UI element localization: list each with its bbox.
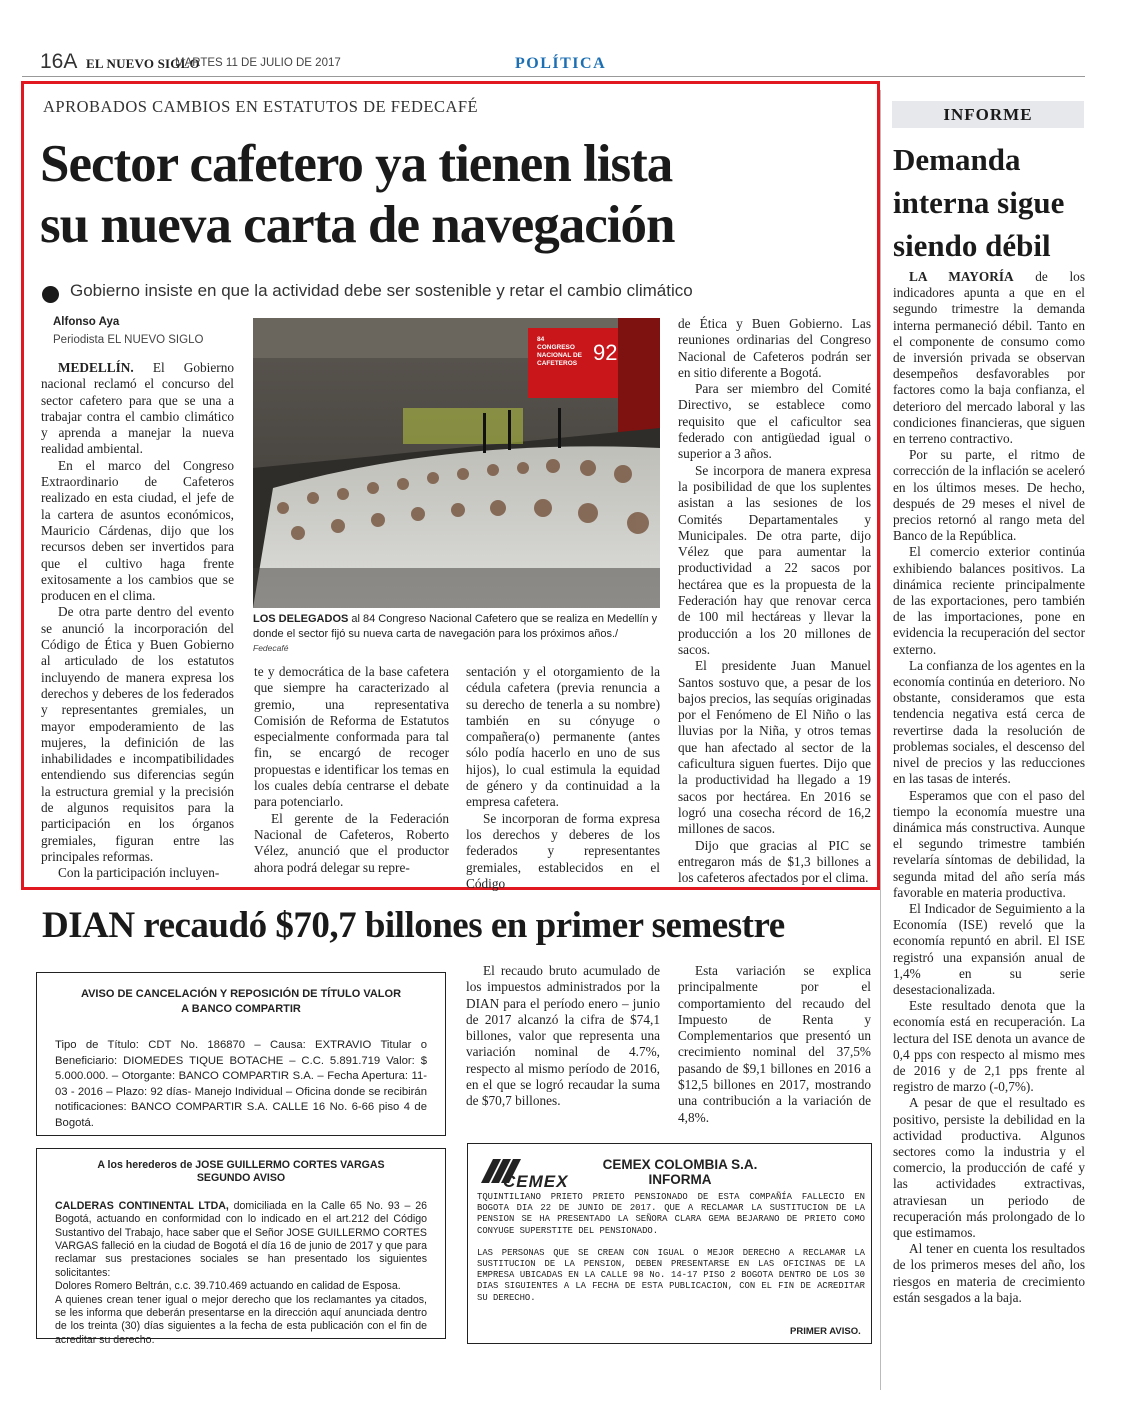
ad-text: domiciliada en la Calle 65 No. 93 – 26 Bogotá, actuando en conformidad con lo indicado en el art.212 del Código Sustantivo del Trabajo, hace saber que el Señor JOSE GUILLERMO CORTES VARGAS falleció en la ciudad de Bogotá el día 16 de junio de 2017 y que para reclamar sus prestaciones sociales se han presentado los siguientes solicitantes:	[55, 1199, 427, 1279]
article-paragraph	[466, 811, 660, 892]
article-paragraph	[678, 658, 871, 837]
paragraph-text: El gerente de la Federación Nacional de Cafeteros, Roberto Vélez, anunció que el productor ahora podrá delegar su repre-	[254, 810, 449, 875]
cemex-title	[590, 1157, 770, 1187]
cemex-footer: PRIMER AVISO.	[790, 1326, 861, 1337]
author-role: Periodista EL NUEVO SIGLO	[53, 334, 204, 346]
article-paragraph	[254, 811, 449, 876]
article-paragraph	[893, 1095, 1085, 1241]
paragraph-text: El Indicador de Seguimiento a la Economía (ISE) reveló que la economía repuntó en abril. El ISE registró una expansión anual de 1,4% en su serie desestacionalizada.	[893, 900, 1085, 997]
article-paragraph	[41, 604, 234, 865]
paragraph-text: El presidente Juan Manuel Santos sostuvo que, a pesar de los bajos precios, las sequías originadas por el Fenómeno de El Niño o las lluvias por la Niña, y otros temas que han afectado al sector de la caficultura siguen fuertes. Dijo que la productividad ha llegado a 19 sacos por hectárea. En 2016 se logró una cosecha récord de 16,2 millones de sacos.	[678, 658, 871, 837]
article-paragraph	[893, 998, 1085, 1095]
paragraph-lead: MEDELLÍN.	[58, 360, 134, 375]
ad-subtitle: SEGUNDO AVISO	[196, 1172, 286, 1185]
dian-column-1	[466, 963, 660, 1110]
screen-logo: 92	[593, 340, 618, 365]
publication-date: MARTES 11 DE JULIO DE 2017	[175, 57, 341, 69]
photo-credit: Fedecafé	[253, 643, 289, 653]
header-divider	[22, 76, 1085, 77]
paragraph-text: sentación y el otorgamiento de la cédula cafetera (previa renuncia a su derecho de tenerla a su nombre) también en su cónyuge o compañera(o) permanente (antes sólo podía hacerlo en uno de sus hijos), lo cual estimula la equidad de género y da continuidad a la empresa cafetera.	[466, 664, 660, 810]
paragraph-text: A pesar de que el resultado es positivo, persiste la debilidad en la actividad productiva. Algunos sectores como la industria y el comercio, la producción de café y las actividades extractivas, atraviesan un periodo de recuperación más prolongado de lo que estimamos.	[893, 1095, 1085, 1240]
caption-text: al 84 Congreso Nacional Cafetero que se realiza en Medellín y donde el sector fijó su nueva carta de navegación para los próximos años./	[253, 613, 658, 640]
paragraph-text: En el marco del Congreso Extraordinario de Cafeteros realizado en esta ciudad, el jefe de la cartera de asuntos económicos, Mauricio Cárdenas, dijo que los recursos deben ser invertidos para que el cultivo haga frente exitosamente a los cambios que se producen en el clima.	[41, 457, 234, 604]
caption-lead: LOS DELEGADOS	[253, 613, 349, 625]
ad-title: A los herederos de JOSE GUILLERMO CORTES VARGAS	[97, 1159, 385, 1171]
ad-paragraph: Dolores Romero Beltrán, c.c. 39.710.469 actuando en calidad de Esposa.	[55, 1280, 401, 1293]
ad-title: AVISO DE CANCELACIÓN Y REPOSICIÓN DE TÍTULO VALOR	[80, 988, 402, 1000]
cemex-title-line: CEMEX COLOMBIA S.A.	[602, 1157, 758, 1172]
paragraph-text: Dijo que gracias al PIC se entregaron más de $1,3 billones a los cafeteros afectados por el clima.	[678, 837, 871, 886]
paragraph-text: Se incorporan de forma expresa los derechos y deberes de los federados y representantes gremiales, establecidos en el Código	[466, 810, 660, 891]
article-subhead: Gobierno insiste en que la actividad debe ser sostenible y retar el cambio climático	[70, 281, 693, 300]
sidebar-body	[893, 269, 1085, 1306]
paragraph-text: Con la participación incluyen-	[58, 865, 220, 881]
article-paragraph	[678, 838, 871, 887]
article-paragraph	[466, 664, 660, 811]
paragraph-text: Este resultado denota que la economía está en recuperación. La lectura del ISE denota un avance de 0,4 pps con respecto al mismo mes de 2016 y de 2,1 pps frente al registro de marzo (-0,7%).	[893, 998, 1085, 1095]
bullet-icon	[42, 286, 59, 303]
article-paragraph	[893, 269, 1085, 447]
cemex-paragraph: TQUINTILIANO PRIETO PRIETO PENSIONADO DE ESTA COMPAÑÍA FALLECIO EN BOGOTA DIA 22 DE JUNIO DE 2017. QUE A RECLAMAR LA SUSTITUCION DE LA PENSION SE HA PRESENTADO LA SEÑORA CLARA GEMA BEJARANO DE PRIETO COMO CONYUGE SUPERSTITE DEL PENSIONADO.	[477, 1192, 865, 1236]
cemex-logo-text: CEMEX	[503, 1172, 569, 1191]
paragraph-text: Por su parte, el ritmo de corrección de la inflación se aceleró en los últimos meses. De hecho, después de 29 meses el nivel de precios retornó al rango meta del Banco de la República.	[893, 447, 1085, 544]
paragraph-text: El Gobierno nacional reclamó el concurso del sector cafetero para que se una a trabajar contra el cambio climático y aprenda a manejar la nueva realidad ambiental.	[41, 360, 234, 457]
article-paragraph	[254, 664, 449, 811]
sidebar-divider	[880, 90, 881, 1390]
paragraph-lead: LA MAYORÍA	[909, 269, 1014, 284]
paragraph-text: te y democrática de la base cafetera que siempre ha caracterizado al gremio, una representativa Comisión de Reforma de Estatutos especialmente conformada para tal fin, se encargó de recoger propuestas e identificar los temas en los cuales debía centrarse el debate para potenciarlo.	[254, 664, 449, 810]
article-column-4	[678, 316, 871, 886]
article-kicker: APROBADOS CAMBIOS EN ESTATUTOS DE FEDECAFÉ	[43, 97, 479, 116]
article-paragraph	[41, 865, 234, 881]
sidebar-headline-line: interna sigue	[893, 185, 1065, 220]
article-paragraph	[893, 658, 1085, 788]
article-column-3	[466, 664, 660, 892]
sidebar-headline-line: Demanda	[893, 142, 1021, 177]
screen-line: NACIONAL DE	[537, 352, 583, 359]
article-column-1	[41, 360, 234, 882]
sidebar-headline	[893, 138, 1083, 267]
sidebar-headline-line: siendo débil	[893, 228, 1051, 263]
dian-headline: DIAN recaudó $70,7 billones en primer semestre	[42, 905, 785, 946]
article-paragraph	[893, 1241, 1085, 1306]
author-name: Alfonso Aya	[53, 316, 120, 328]
article-column-2	[254, 664, 449, 876]
paragraph-text: El comercio exterior continúa exhibiendo balances positivos. La dinámica reciente principalmente de las exportaciones, pero también de las importaciones, pone en evidencia la recuperación del sector externo.	[893, 544, 1085, 657]
page-number: 16A	[40, 50, 78, 73]
paragraph-text: Para ser miembro del Comité Directivo, se establece como requisito que el caficultor sea federado con antigüedad igual o superior a 3 años.	[678, 381, 871, 462]
article-headline	[40, 134, 870, 256]
cemex-paragraph: LAS PERSONAS QUE SE CREAN CON IGUAL O MEJOR DERECHO A RECLAMAR LA SUSTITUCION DE LA PENSION, DEBEN PRESENTARSE EN LAS OFICINAS DE LA EMPRESA UBICADAS EN LA CALLE 98 No. 14-17 PISO 2 BOGOTA DENTRO DE LOS 30 DIAS SIGUIENTES A LA FECHA DE ESTA PUBLICACION, CON EL FIN DE ACREDITAR SU DERECHO.	[477, 1247, 865, 1303]
screen-line: CAFETEROS	[537, 360, 578, 367]
article-paragraph	[41, 360, 234, 458]
paragraph-text: de Ética y Buen Gobierno. Las reuniones ordinarias del Congreso Nacional de Cafeteros podrán ser en sitio diferente a Bogotá.	[678, 316, 871, 380]
article-paragraph	[41, 458, 234, 605]
sidebar-label: INFORME	[892, 101, 1084, 128]
ad-banco-compartir	[36, 972, 446, 1136]
ad-lead: CALDERAS CONTINENTAL LTDA,	[55, 1199, 229, 1212]
cemex-body	[477, 1192, 865, 1304]
article-paragraph	[678, 316, 871, 381]
ad-paragraph	[55, 1200, 427, 1280]
article-paragraph	[678, 463, 871, 659]
screen-line: CONGRESO	[537, 344, 575, 351]
screen-line: 84	[537, 336, 545, 343]
paragraph-text: Al tener en cuenta los resultados de los primeros meses del año, los riesgos en materia de crecimiento están sesgados a la baja.	[893, 1241, 1085, 1305]
ad-paragraph: A quienes crean tener igual o mejor derecho que los reclamantes ya citados, se les informa que deberán presentarse en la dirección aquí anunciada dentro de los treinta (30) días siguientes a la fecha de esta publicación con el fin de acreditar su derecho.	[55, 1293, 427, 1346]
paragraph-text: de los indicadores apunta a que en el segundo trimestre la demanda interna permaneció débil. Tanto en el componente de consumo como de inversión privada se observan desempeños desfavorables por factores como la baja confianza, el deterioro del mercado laboral y las condiciones financieras, que siguen en terreno contractivo.	[893, 269, 1085, 447]
article-paragraph	[893, 788, 1085, 901]
section-title: POLÍTICA	[515, 55, 607, 72]
article-paragraph	[893, 901, 1085, 998]
headline-line-2: su nueva carta de navegación	[40, 196, 675, 254]
ad-body: Tipo de Título: CDT No. 186870 – Causa: EXTRAVIO Titular o Beneficiario: DIOMEDES TIQUE BOTACHE – C.C. 5.891.719 Valor: $ 5.000.000. – Otorgante: BANCO COMPARTIR S.A. – Fecha Apertura: 11- 03 - 2016 – Plazo: 92 días- Manejo Individual – Oficina donde se recibirán notificaciones: BANCO COMPARTIR S.A. CALLE 16 No. 6-66 piso 4 de Bogotá.	[55, 1039, 427, 1129]
screen-text	[537, 336, 582, 368]
newspaper-name: EL NUEVO SIGLO	[86, 56, 200, 71]
paragraph-text: La confianza de los agentes en la economía continúa en deterioro. No obstante, consideramos que esta tendencia negativa está cerca de revertirse dada la resolución de problemas sociales, el descenso del nivel de precios y las reducciones en las tasas de interés.	[893, 657, 1085, 787]
photo-caption	[253, 612, 660, 641]
dian-paragraph: Esta variación se explica principalmente por el comportamiento del recaudo del Impuesto de Renta y Complementarios que presentó un crecimiento nominal del 37,5% pasando de $9,1 billones en 2016 a $12,5 billones en 2017, mostrando una contribución a la variación de 4,8%.	[678, 963, 871, 1125]
article-paragraph	[678, 381, 871, 462]
ad-herederos	[36, 1148, 446, 1346]
dian-column-2	[678, 963, 871, 1126]
paragraph-text: De otra parte dentro del evento se anunció la incorporación del Código de Ética y Buen Gobierno al articulado de los estatutos incluyendo de manera expresa los derechos y deberes de los federados y representantes gremiales, un mayor empoderamiento de las mujeres, la definición de las inhabilidades e incompatibilidades entendiendo sus diferencias según la estructura gremial y la precisión de algunos requisitos para la participación en los órganos gremiales, figuran entre las principales reformas.	[41, 604, 234, 864]
article-photo	[253, 318, 660, 608]
headline-line-1: Sector cafetero ya tienen lista	[40, 135, 673, 193]
dian-paragraph: El recaudo bruto acumulado de los impuestos administrados por la DIAN para el período enero – junio de 2017 alcanzó la cifra de $74,1 billones, valor que representa una variación nominal de 4.7%, respecto al mismo período de 2016, en el que se logró recaudar la suma de $70,7 billones.	[466, 963, 660, 1109]
article-paragraph	[893, 544, 1085, 657]
paragraph-text: Esperamos que con el paso del tiempo la economía muestre una dinámica más constructiva. Aunque el segundo trimestre también revelaría síntomas de debilidad, la segunda mitad del año sería más favorable en materia productiva.	[893, 787, 1085, 900]
paragraph-text: Se incorpora de manera expresa la posibilidad de que los suplentes asistan a las sesiones de los Comités Departamentales y Municipales. De otra parte, dijo Vélez que para aumentar la productividad a 22 sacos por hectárea que es la propuesta de la Federación hay que renovar cerca de 100 mil hectáreas y llevar la producción a los 20 millones de sacos.	[678, 462, 871, 657]
ad-subtitle: A BANCO COMPARTIR	[181, 1002, 301, 1015]
article-paragraph	[893, 447, 1085, 544]
cemex-title-line: INFORMA	[648, 1172, 712, 1187]
